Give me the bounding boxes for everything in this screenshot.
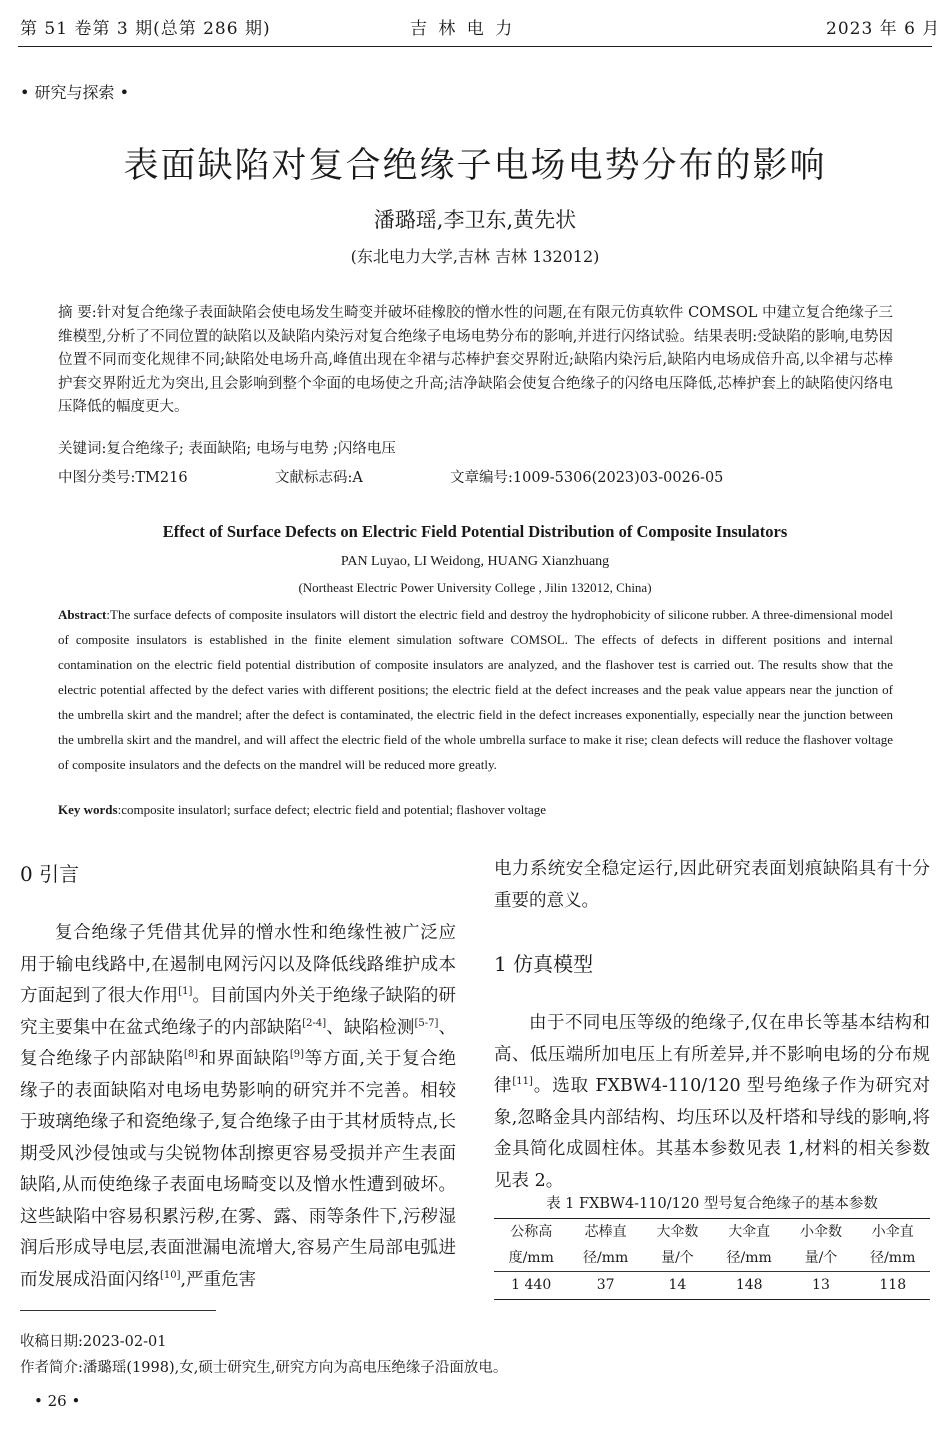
citation: [5-7] — [414, 1017, 439, 1029]
table-header-cell: 小伞数 — [799, 1224, 842, 1240]
document-code: 文献标志码:A — [275, 470, 363, 486]
table-row — [494, 1272, 930, 1300]
table-header-cell: 度/mm — [508, 1250, 554, 1266]
header-rule — [18, 46, 932, 47]
text-run: 、复合绝缘子内部缺陷 — [20, 1017, 457, 1069]
section-1-heading: 1 仿真模型 — [494, 952, 594, 976]
english-keywords — [58, 802, 893, 818]
affiliation: (东北电力大学,吉林 吉林 132012) — [350, 247, 600, 266]
table-cell: 14 — [643, 1272, 712, 1300]
parameters-table — [494, 1218, 930, 1300]
english-affiliation: (Northeast Electric Power University College , Jilin 132012, China) — [298, 580, 652, 595]
table-caption: 表 1 FXBW4-110/120 型号复合绝缘子的基本参数 — [546, 1196, 878, 1212]
english-abstract-text: :The surface defects of composite insulators will distort the electric field and destroy the hydrophobicity of silicone rubber. A three-dimensional model of composite insulators is established in the finite element simulation software COMSOL. The effects of defects in different positions and internal contamination on the electric field potential distribution of composite insulators are analyzed, and the flashover test is carried out. The results show that the electric potential affected by the defect varies with different positions; the electric field at the defect increases and the peak value appears near the junction of the umbrella skirt and the mandrel; after the defect is contaminated, the electric field in the defect increases exponentially, especially near the junction between the umbrella skirt and the mandrel, and will affect the electric field of the whole umbrella surface to make it rise; clean defects will reduce the flashover voltage of composite insulators and the defects on the mandrel will be reduced more greatly. — [58, 607, 893, 772]
text-run: 等方面,关于复合绝缘子的表面缺陷对电场电势影响的研究并不完善。相较于玻璃绝缘子和瓷绝缘子,复合绝缘子由于其材质特点,长期受风沙侵蚀或与尖锐物体刮擦更容易受损并产生表面缺陷,从而使绝缘子表面电场畸变以及憎水性遭到破坏。这些缺陷中容易积累污秽,在雾、露、雨等条件下,污秽湿润后形成导电层,表面泄漏电流增大,容易产生局部电弧进而发展成沿面闪络 — [20, 1049, 457, 1290]
abstract-cn — [58, 302, 893, 420]
citation: [1] — [178, 986, 193, 998]
table-cell: 13 — [786, 1272, 855, 1300]
table-header-row — [494, 1245, 930, 1272]
text-run: 、缺陷检测 — [326, 1017, 415, 1038]
table-header-cell: 大伞直 — [728, 1224, 771, 1240]
table-header-cell: 公称高 — [510, 1224, 553, 1240]
section-1-paragraph — [494, 1008, 930, 1197]
text-run: 。目前国内外关于绝缘子缺陷的研究主要集中在盆式绝缘子的内部缺陷 — [20, 986, 457, 1038]
keywords-label: 关键词: — [58, 441, 107, 457]
english-abstract — [58, 602, 893, 777]
page-title: 表面缺陷对复合绝缘子电场电势分布的影响 — [123, 146, 827, 186]
table-header-cell: 量/个 — [804, 1250, 838, 1266]
table-header-cell: 小伞直 — [871, 1224, 914, 1240]
keywords-cn — [58, 438, 893, 462]
abstract-text: 针对复合绝缘子表面缺陷会使电场发生畸变并破坏硅橡胶的憎水性的问题,在有限元仿真软件 COMSOL 中建立复合绝缘子三维模型,分析了不同位置的缺陷以及缺陷内染污对复合绝缘子电场电势分布的影响,并进行闪络试验。结果表明:受缺陷的影响,电势因位置不同而变化规律不同;缺陷处电场升高,峰值出现在伞裙与芯棒护套交界附近;缺陷内染污后,缺陷内电场成倍升高,以伞裙与芯棒护套交界附近尤为突出,且会影响到整个伞面的电场使之升高;洁净缺陷会使复合绝缘子的闪络电压降低,芯棒护套上的缺陷使闪络电压降低的幅度更大。 — [58, 305, 893, 415]
abstract-label: 摘 要: — [58, 305, 97, 321]
header-issue: 第 51 卷第 3 期(总第 286 期) — [20, 19, 271, 39]
table-cell: 1 440 — [494, 1272, 568, 1300]
table-cell: 118 — [855, 1272, 930, 1300]
text-run: 由于不同电压等级的绝缘子,仅在串长等基本结构和高、低压端所加电压上有所差异,并不影响电场的分布规律 — [494, 1013, 930, 1096]
text-run: ,严重危害 — [180, 1269, 257, 1290]
header-date: 2023 年 6 月 — [826, 19, 941, 39]
table-header-cell: 大伞数 — [656, 1224, 699, 1240]
text-run: 复合绝缘子凭借其优异的憎水性和绝缘性被广泛应用于输电线路中,在遏制电网污闪以及降低线路维护成本方面起到了很大作用 — [20, 923, 456, 1006]
table-header-cell: 径/mm — [583, 1250, 629, 1266]
citation: [8] — [183, 1049, 199, 1061]
clc-number: 中图分类号:TM216 — [58, 470, 188, 486]
text-run: 和界面缺陷 — [198, 1049, 290, 1069]
received-date: 收稿日期:2023-02-01 — [20, 1334, 167, 1350]
table-header-cell: 径/mm — [870, 1250, 916, 1266]
citation: [2-4] — [302, 1017, 327, 1029]
table-header-row — [494, 1219, 930, 1246]
article-number: 文章编号:1009-5306(2023)03-0026-05 — [450, 470, 724, 486]
english-keywords-label: Key words — [58, 802, 118, 817]
english-keywords-text: :composite insulatorl; surface defect; electric field and potential; flashover voltage — [117, 802, 547, 817]
section-0-heading: 0 引言 — [20, 862, 80, 886]
citation: [10] — [160, 1269, 181, 1281]
citation: [9] — [289, 1049, 305, 1061]
text-run: 。选取 FXBW4-110/120 型号绝缘子作为研究对象,忽略金具内部结构、均压环以及杆塔和导线的影响,将金具简化成圆柱体。其基本参数见表 1,材料的相关参数见表 2。 — [494, 1076, 930, 1191]
section-0-paragraph — [20, 918, 456, 1296]
keywords-text: 复合绝缘子; 表面缺陷; 电场与电势 ;闪络电压 — [106, 441, 396, 457]
section-0-continuation: 电力系统安全稳定运行,因此研究表面划痕缺陷具有十分重要的意义。 — [494, 859, 930, 911]
table-header-cell: 量/个 — [661, 1250, 694, 1266]
english-abstract-label: Abstract — [58, 607, 107, 622]
table-cell: 148 — [712, 1272, 786, 1300]
english-authors: PAN Luyao, LI Weidong, HUANG Xianzhuang — [340, 554, 610, 569]
footnote-rule — [20, 1310, 216, 1311]
table-header-cell: 径/mm — [726, 1250, 772, 1266]
authors: 潘璐瑶,李卫东,黄先状 — [373, 208, 577, 232]
table-cell: 37 — [568, 1272, 642, 1300]
column-tag: • 研究与探索 • — [20, 83, 130, 102]
citation: [11] — [512, 1076, 533, 1088]
english-title: Effect of Surface Defects on Electric Field Potential Distribution of Composite Insulators — [162, 522, 788, 541]
page-number: • 26 • — [34, 1392, 81, 1410]
author-bio: 作者简介:潘璐瑶(1998),女,硕士研究生,研究方向为高电压绝缘子沿面放电。 — [20, 1360, 508, 1376]
table-header-cell: 芯棒直 — [584, 1224, 627, 1240]
header-journal: 吉 林 电 力 — [410, 19, 516, 39]
